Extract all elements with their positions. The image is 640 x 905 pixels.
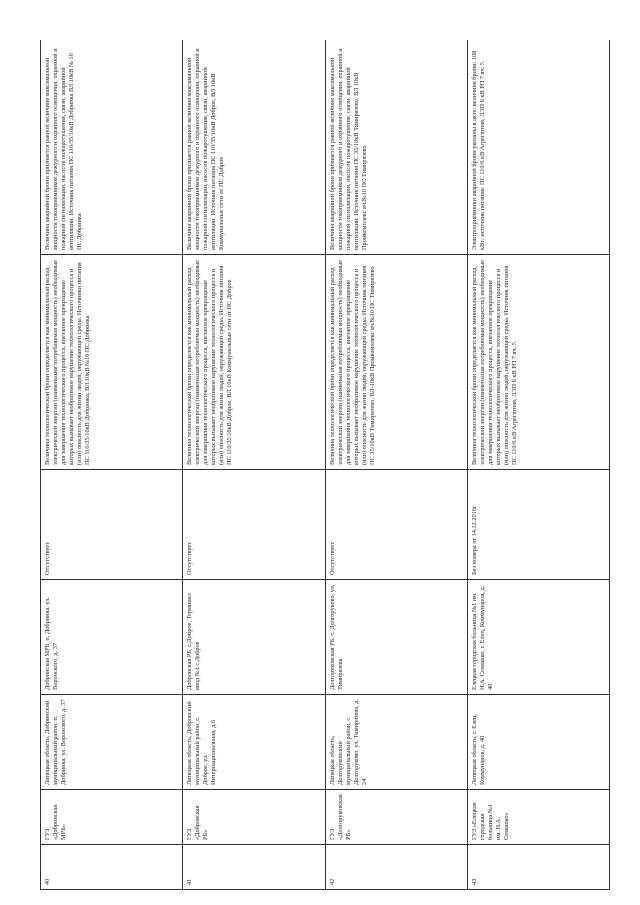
organization-address: Липецкая область, Долгоруковский муниципальный район, с. Долгоруково, ул. Тимирязева, д. 24 [325, 695, 467, 790]
object-location: Долгоруковская РБ, с. Долгоруково, ул. Тимирязева [325, 580, 467, 695]
table-row [467, 40, 609, 890]
table-row [183, 40, 325, 890]
object-location: Добровская РБ, с.Доброе, Терминал ввод №1 с.Доброе [183, 580, 325, 695]
row-number: 41 [183, 845, 325, 890]
act-reference: Отсутствует [183, 470, 325, 580]
organization-address: Липецкая область, г. Елец, Коммунаров, д. 40 [467, 695, 609, 790]
emergency-reserve: Величина аварийной брони признается равной величине максимальной мощности токоприемников дежурного и охранного освещения, охранной и пожарной сигнализации, насосов пожаротушения, связи, аварийной вентиляции. Источник питания ПС 110/35/10кВ Добринка ВЛ 10кВ № 16 ПС Добринка [41, 40, 183, 255]
technological-reserve: Величина технологической брони определяется как минимальный расход электрической энергии (наименьшая потребляемая мощность) необходимые для завершения технологического процесса, внезапное прекращение которых вызывает необратимое нарушение технологического процесса и (или) опасность для жизни людей, окружающей среды. Источник питания ПС 35/10кВ Тимирязево, ВЛ-10кВ Промкомплекс яч.№10 ПС Тимирязево [325, 255, 467, 470]
row-number: 42 [325, 845, 467, 890]
table-wrapper [40, 40, 610, 890]
technological-reserve: Величина технологической брони определяется как минимальный расход электрической энергии (наименьшая потребляемая мощность) необходимые для завершения технологического процесса, внезапное прекращение которых вызывает необратимое нарушение технологического процесса и (или) опасность для жизни людей, окружающей среды. Источник питания ПС 110/6 кВ Агрегатная, ЛЭП 6 кВ РП 7 яч. 5 [467, 255, 609, 470]
table-body [41, 40, 610, 890]
data-table [40, 40, 610, 890]
organization-address: Липецкая область, Добровский муниципальный район, с. Доброе, ул. Интернациональная, д.6 [183, 695, 325, 790]
emergency-reserve: Электроприёмники аварийной брони указаны в акте: величина брони: 108 кВт; источник питания: ПС 110/6 кВ Агрегатная, ЛЭП 6 кВ РП 7 яч. 5 [467, 40, 609, 255]
organization-name: ГУЗ «Елецкая городская больница №1 им. Н.А. Семашко» [467, 790, 609, 845]
rotated-table-area [40, 40, 610, 890]
organization-address: Липецкая область, Добринский муниципальный район, п. Добринка, ул. Воронского, д. 37 [41, 695, 183, 790]
table-row [41, 40, 183, 890]
object-location: Добринская МРБ, п. Добринка, ул. Воронского, д. 37 [41, 580, 183, 695]
table-row [325, 40, 467, 890]
act-reference: Отсутствует [41, 470, 183, 580]
emergency-reserve: Величина аварийной брони признается равной величине максимальной мощности токоприемников дежурного и охранного освещения, охранной и пожарной сигнализации, насосов пожаротушения, связи, аварийной вентиляции. Источник питания ПС 110/35/10кВ Доброе, ВЛ 10кВ Коммунальные сети от ПС Доброе [183, 40, 325, 255]
emergency-reserve: Величина аварийной брони признается равной величине максимальной мощности токоприемников дежурного и охранного освещения, охранной и пожарной сигнализации, насосов пожаротушения, связи, аварийной вентиляции. Источник питания ПС 35/10кВ Тимирязево, ВЛ 10кВ Промкомплекс яч.№10 ПС Тимирязево [325, 40, 467, 255]
organization-name: ГУЗ «Добровская РБ» [183, 790, 325, 845]
organization-name: ГУЗ «Долгоруковская РБ» [325, 790, 467, 845]
act-reference: Отсутствует [325, 470, 467, 580]
act-reference: Без номера от 14.12.2016г [467, 470, 609, 580]
row-number: 40 [41, 845, 183, 890]
technological-reserve: Величина технологической брони определяется как минимальный расход электрической энергии (наименьшая потребляемая мощность) необходимые для завершения технологического процесса, внезапное прекращение которых вызывает необратимое нарушение технологического процесса и (или) опасность для жизни людей, окружающей среды. Источник питания ПС 110/35/10кВ Доброе, ВЛ 10кВ Коммунальные сети от ПС Доброе [183, 255, 325, 470]
technological-reserve: Величина технологической брони определяется как минимальный расход электрической энергии (наименьшая потребляемая мощность) необходимые для завершения технологического процесса, внезапное прекращение которых вызывает необратимое нарушение технологического процесса и (или) опасность для жизни людей, окружающей среды. Источники питания ПС 110/35/10кВ Добринка; ВЛ 10кВ №16 ПС Добринка [41, 255, 183, 470]
row-number: 43 [467, 845, 609, 890]
object-location: Елецкая городская больница №1 им. Н.А. Семашко, г. Елец, Коммунаров, д. 40 [467, 580, 609, 695]
organization-name: ГУЗ «Добринская МРБ» [41, 790, 183, 845]
